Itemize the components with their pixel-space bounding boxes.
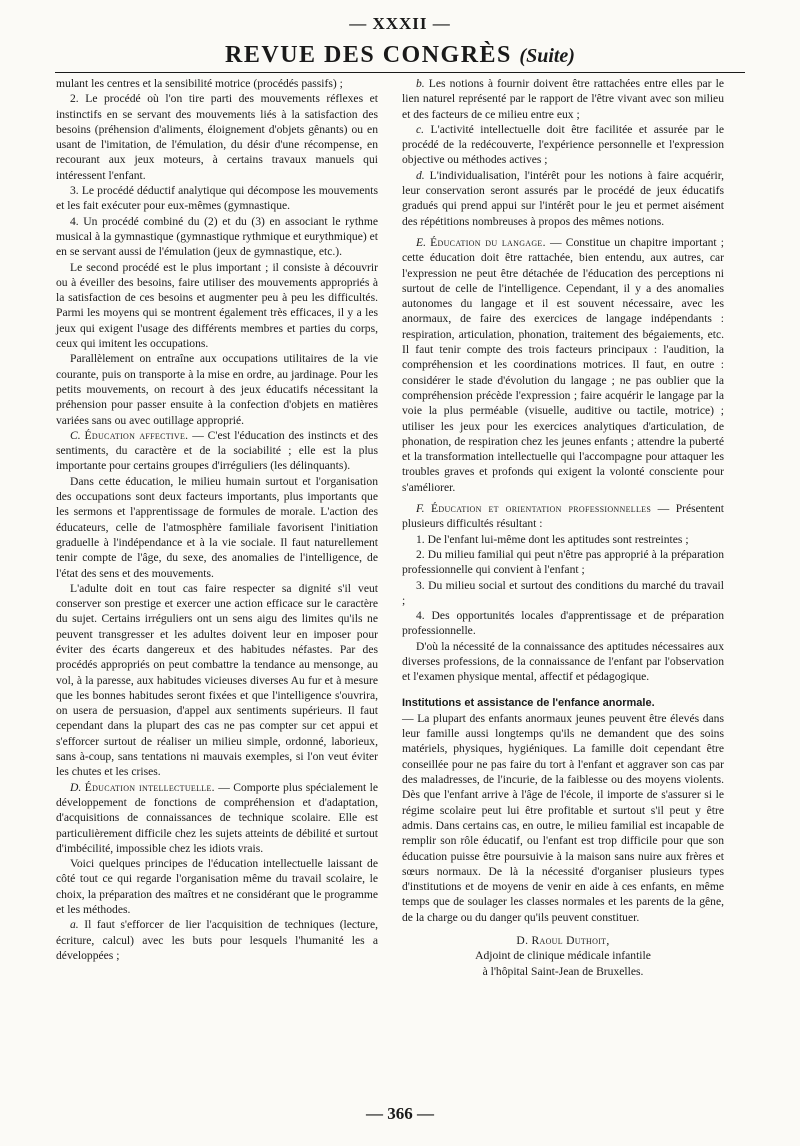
paragraph: L'adulte doit en tout cas faire respecter sa dignité s'il veut conserver son prestige et exercer une action efficace sur le caractère du sujet. Certains irréguliers ont un sens aigu des limites qu'ils ne peuvent transgresser et les adultes doivent leur en imposer pour éviter des écarts dangereux et des habitudes néfastes. Par des procédés appropriés on peut combattre la tendance au mensonge, au vol, à la paresse, aux habitudes vicieuses diverses Au fur et à mesure que les bonnes habitudes seront fixées et que l'intelligence s'ouvrira, on usera de persuasion, d'appel aux sentiments supérieurs. Il faut cependant dans la plupart des cas ne pas compter sur cet appui et s'efforcer surtout de réaliser un milieu simple, ordonné, laborieux, sans à-coup, sans tentations ni mauvais exemples, si l'on veut éviter les chutes et les crises.: [56, 581, 378, 779]
paragraph: Voici quelques principes de l'éducation intellectuelle laissant de côté tout ce qui regarde l'organisation même du travail scolaire, le choix, la préparation des maîtres et ne considérant que le programme et les méthodes.: [56, 857, 378, 917]
item-text: Il faut s'efforcer de lier l'acquisition de techniques (lecture, écriture, calcul) avec les buts pour lesquels l'humanité les a développées ;: [56, 918, 378, 962]
author-name: D. Raoul Duthoit,: [516, 934, 610, 948]
section-heading: Éducation du langage.: [430, 235, 546, 249]
section-letter: F.: [416, 502, 425, 516]
institutions-heading: [402, 695, 724, 711]
section-e: [402, 235, 724, 495]
section-heading: Institutions et assistance de l'enfance anormale.: [402, 696, 655, 709]
paragraph: — La plupart des enfants anormaux jeunes peuvent être élevés dans leur famille aussi longtemps qu'ils ne demandent que des soins matériels, physiques, hygiéniques. La famille doit cependant être conseillée pour ne pas faire du tort à l'enfant et aggraver son cas par des maladresses, de l'incurie, de la faiblesse ou des moyens violents. Dès que l'enfant arrive à l'âge de l'école, il importe de s'assurer si le régime scolaire peut lui être profitable et surtout s'il peut y être admis. Dans certains cas, en outre, le milieu familial est incapable de remplir son rôle éducatif, ou l'enfant est trop difficile pour que son éducation puisse être poursuivie à la maison sans nuire aux frères et sœurs normaux. De là la nécessité d'organiser plusieurs types d'institutions et de moyens de venir en aide à ces enfants, en même temps que de soulager les classes normales et les parents de la gêne, de la charge ou du danger qu'ils peuvent constituer.: [402, 711, 724, 924]
item-letter: d.: [416, 168, 425, 182]
author-affiliation: à l'hôpital Saint-Jean de Bruxelles.: [482, 964, 644, 978]
section-c: [56, 428, 378, 474]
item-letter: b.: [416, 77, 425, 90]
paragraph: Le second procédé est le plus important ; il consiste à découvrir ou à éveiller des besoins, faire utiliser des mouvements appropriés à la satisfaction de ces besoins et augmenter peu à peu les difficultés. Parmi les moyens qui se montrent également très efficaces, il y a les jeux qui exigent l'usage des différents membres et parties du corps, ceux qui imitent les occupations.: [56, 260, 378, 351]
item-letter: c.: [416, 122, 425, 136]
journal-header: [0, 42, 800, 69]
section-letter: C.: [70, 428, 81, 442]
page-roman-numeral: — XXXII —: [349, 14, 451, 33]
signature-block: [402, 933, 724, 979]
journal-title-suite: (Suite): [519, 45, 575, 67]
paragraph: Dans cette éducation, le milieu humain surtout et l'organisation des occupations sont deux facteurs importants, plus importants que les sermons et l'apprentissage de formules de morale. L'action des éducateurs, celle de l'atmosphère familiale favorisent l'initiation graduelle à l'indépendance et à la vie sociale. Il faut naturellement tenir compte de l'âge, du sexe, des anomalies de l'intelligence, de l'état des sens et des mouvements.: [56, 474, 378, 580]
item-letter: a.: [70, 918, 79, 932]
list-item-d: [402, 168, 724, 229]
section-text: — Présentent plusieurs difficultés résultant :: [402, 502, 724, 531]
header-rule: [55, 72, 745, 73]
paragraph: D'où la nécessité de la connaissance des aptitudes nécessaires aux diverses professions, de la connaissance de l'enfant par l'observation et l'examen physique mental, affectif et pédagogique.: [402, 639, 724, 684]
section-text: — Constitue un chapitre important ; cette éducation doit être rattachée, bien entendu, aux autres, car l'expression ne peut être détachée de l'éducation des perceptions ni surtout de celle de l'intelligence. Cependant, il y a des anomalies autonomes du langage et il est souvent nécessaire, avec les anormaux, de faire des exercices de langage indépendants : respiration, articulation, phonation, traitement des bégaiements, etc. Il faut tenir compte des trois facteurs principaux : l'audition, la compréhension et les coordinations motrices. Il faut, en outre : considérer le stade d'évolution du langage ; ne pas oublier que la compréhension précède l'expression ; faire acquérir le langage par la voie la plus perméable (visuelle, auditive ou tactile, motrice) ; utiliser les jeux pour les exercices analytiques d'articulation, de phonation, de respiration chez les jeunes enfants ; attendre la puberté et la transformation intellectuelle qui l'accompagne pour attaquer les troubles graves et profonds qui exigent la volonté consciente pour s'améliorer.: [402, 235, 724, 494]
section-text: — Comporte plus spécialement le développement de fonctions de compréhension et d'adaptation, d'acquisitions de connaissances de technique scolaire. Elle est particulièrement difficile chez les sujets atteints de débilité et surtout d'imbécilité, impossible chez les idiots vrais.: [56, 780, 379, 855]
list-item-f4: 4. Des opportunités locales d'apprentissage et de préparation professionnelle.: [402, 609, 724, 638]
section-heading: Éducation et orientation professionnelles: [431, 502, 652, 516]
paragraph: mulant les centres et la sensibilité motrice (procédés passifs) ;: [56, 77, 343, 90]
journal-title: REVUE DES CONGRÈS: [225, 42, 512, 68]
item-text: L'activité intellectuelle doit être facilitée et assurée par le procédé de la redécouverte, l'expérience personnelle et l'expression objective ou méthodes actives ;: [402, 122, 724, 167]
left-column: [56, 76, 378, 963]
list-item-a: [56, 917, 378, 963]
paragraph: 2. Le procédé où l'on tire parti des mouvements réflexes et instinctifs en se servant des mouvements liés à la satisfaction des besoins (préhension d'aliments, éloignement d'objets gênants) ou en usant de l'imitation, de l'émulation, du désir d'une récompense, en recourant aux jeux moteurs, à certains travaux manuels qui intéressent l'enfant.: [56, 92, 378, 182]
right-column: [402, 76, 724, 979]
section-d: [56, 780, 378, 856]
section-letter: D.: [70, 780, 82, 794]
list-item-f3: 3. Du milieu social et surtout des conditions du marché du travail ;: [402, 578, 724, 607]
list-item-f1: 1. De l'enfant lui-même dont les aptitudes sont restreintes ;: [416, 532, 689, 546]
list-item-b: [402, 76, 724, 122]
section-heading: Éducation intellectuelle.: [84, 780, 215, 794]
section-f: [402, 501, 724, 532]
list-item-c: [402, 122, 724, 168]
paragraph: 3. Le procédé déductif analytique qui décompose les mouvements et les fait exécuter pour eux-mêmes (gymnastique.: [56, 184, 378, 213]
paragraph: Parallèlement on entraîne aux occupations utilitaires de la vie courante, puis on transporte à la mise en ordre, au jardinage. Pour les petits mouvements, on recourt à des jeux éducatifs nécessitant la préhension pour passer ensuite à la confection d'objets en matières variées sans ou avec outillage approprié.: [56, 352, 378, 427]
page-number: — 366 —: [366, 1104, 434, 1123]
section-text: — C'est l'éducation des instincts et des sentiments, du caractère et de la sociabilité ; elle est la plus importante pour certains groupes d'irréguliers (les délinquants).: [56, 428, 378, 473]
author-title: Adjoint de clinique médicale infantile: [475, 949, 651, 963]
list-item-f2: 2. Du milieu familial qui peut n'être pas approprié à la préparation professionnelle qui convient à l'enfant ;: [402, 547, 724, 577]
paragraph: 4. Un procédé combiné du (2) et du (3) en associant le rythme musical à la gymnastique (gymnastique rythmique et eurythmique) et en se servant aussi de l'émulation (jeux de gymnastique, etc.).: [56, 214, 378, 259]
item-text: L'individualisation, l'intérêt pour les notions à faire acquérir, leur conservation seront assurés par le procédé de jeux éducatifs gradués qui prend appui sur l'intérêt pour le jeu et permet aisément des répétitions nombreuses à propos des mêmes notions.: [402, 168, 724, 228]
section-letter: E.: [416, 235, 426, 249]
section-heading: Éducation affective.: [84, 428, 189, 442]
item-text: Les notions à fournir doivent être rattachées entre elles par le lien naturel représenté par le rapport de l'être vivant avec son milieu et des facteurs de ce milieu entre eux ;: [402, 77, 724, 121]
